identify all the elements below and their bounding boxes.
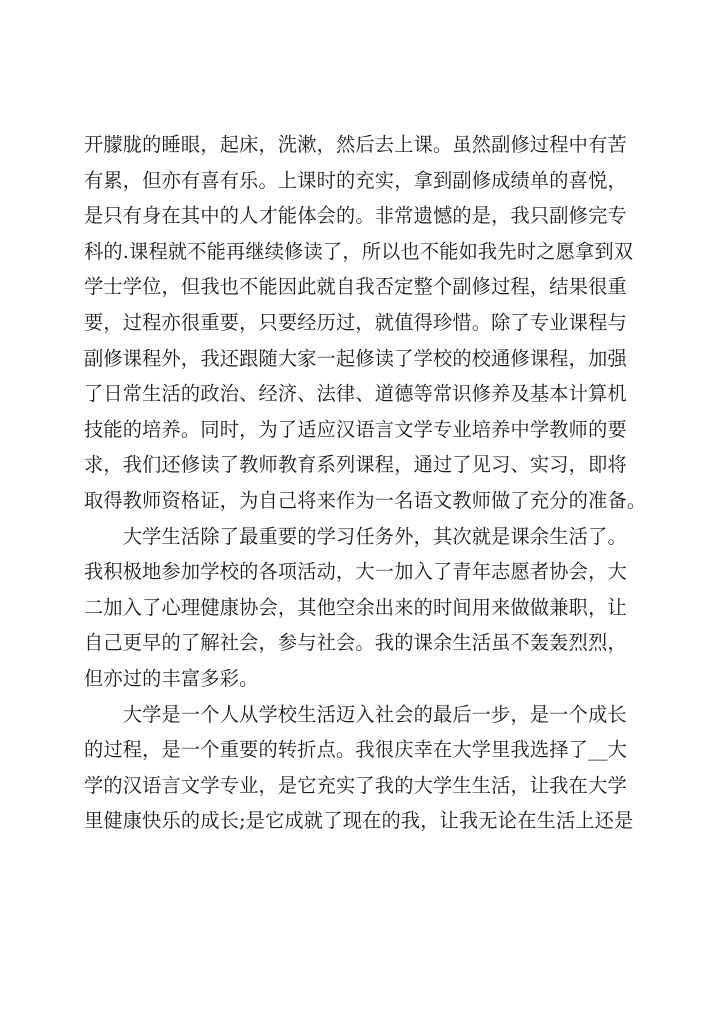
paragraph-start-line: 大学生活除了最重要的学习任务外，其次就是课余生活了。: [84, 524, 627, 548]
text-line: 开朦胧的睡眼，起床，洗漱，然后去上课。虽然副修过程中有苦: [84, 133, 627, 156]
text-line: 学的汉语言文学专业，是它充实了我的大学生生活，让我在大学: [84, 773, 627, 797]
text-line: 有累，但亦有喜有乐。上课时的充实，拿到副修成绩单的喜悦，: [84, 168, 627, 192]
text-line: 自己更早的了解社会，参与社会。我的课余生活虽不轰轰烈烈，: [84, 631, 627, 655]
text-line: 是只有身在其中的人才能体会的。非常遗憾的是，我只副修完专: [84, 204, 627, 228]
paragraph-start-line: 大学是一个人从学校生活迈入社会的最后一步，是一个成长: [84, 702, 627, 726]
text-line: 要，过程亦很重要，只要经历过，就值得珍惜。除了专业课程与: [84, 310, 627, 334]
text-line: 求，我们还修读了教师教育系列课程，通过了见习、实习，即将: [84, 453, 627, 477]
text-line: 副修课程外，我还跟随大家一起修读了学校的校通修课程，加强: [84, 346, 627, 370]
text-line: 学士学位，但我也不能因此就自我否定整个副修过程，结果很重: [84, 275, 627, 299]
text-line: 技能的培养。同时，为了适应汉语言文学专业培养中学教师的要: [84, 417, 627, 441]
text-line: 科的.课程就不能再继续修读了，所以也不能如我先时之愿拿到双: [84, 239, 634, 263]
text-line: 我积极地参加学校的各项活动，大一加入了青年志愿者协会，大: [84, 560, 627, 584]
text-line: 二加入了心理健康协会，其他空余出来的时间用来做做兼职，让: [84, 595, 627, 619]
text-line: 了日常生活的政治、经济、法律、道德等常识修养及基本计算机: [84, 382, 627, 406]
text-line: 的过程，是一个重要的转折点。我很庆幸在大学里我选择了__大: [84, 738, 628, 762]
body-text: [84, 127, 647, 839]
text-line: 里健康快乐的成长;是它成就了现在的我，让我无论在生活上还是: [84, 809, 634, 833]
text-line: 但亦过的丰富多彩。: [84, 666, 259, 690]
text-line: 取得教师资格证，为自己将来作为一名语文教师做了充分的准备。: [84, 488, 647, 512]
